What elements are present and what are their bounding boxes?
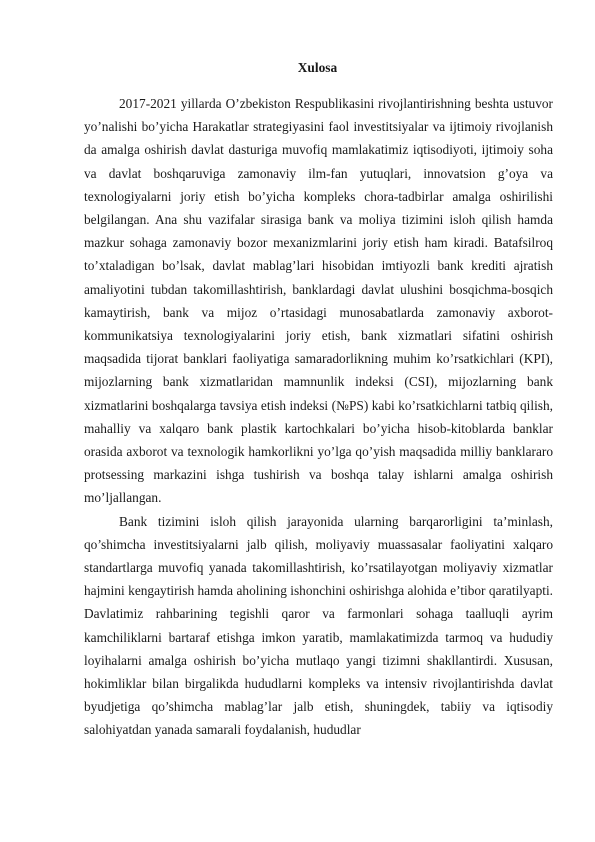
page-title: Xulosa: [297, 60, 338, 75]
paragraph-1: 2017-2021 yillarda O’zbekiston Respublikasini rivojlantirishning beshta ustuvor yo’nalishi bo’yicha Harakatlar strategiyasini faol investitsiyalar va ijtimoiy rivojlanish da amalga oshirish davlat dasturiga muvofiq mamlakatimiz iqtisodiyoti, ijtimoiy soha va davlat boshqaruviga zamonaviy ilm-fan yutuqlari, innovatsion g’oya va texnologiyalarni joriy etish bo’yicha kompleks chora-tadbirlar amalga oshirilishi belgilangan. Ana shu vazifalar sirasiga bank va moliya tizimini isloh qilish hamda mazkur sohaga zamonaviy bozor mexanizmlarini joriy etish ham kiradi. Batafsilroq to’xtaladigan bo’lsak, davlat mablag’lari hisobidan imtiyozli bank krediti ajratish amaliyotini tubdan takomillashtirish, banklardagi davlat ulushini bosqichma-bosqich kamaytirish, bank va mijoz o’rtasidagi munosabatlarda zamonaviy axborot-kommunikatsiya texnologiyalarini joriy etish, bank xizmatlari sifatini oshirish maqsadida tijorat banklari faoliyatiga samaradorlikning muhim ko’rsatkichlari (KPI), mijozlarning bank xizmatlaridan mamnunlik indeksi (CSI), mijozlarning bank xizmatlarini boshqalarga tavsiya etish indeksi (№PS) kabi ko’rsatkichlarni tatbiq qilish, mahalliy va xalqaro bank plastik kartochkalari bo’yicha hisob-kitoblarda banklar orasida axborot va texnologik hamkorlikni yo’lga qo’yish maqsadida milliy banklararo protsessing markazini ishga tushirish va boshqa talay ishlarni amalga oshirish mo’ljallangan.: [84, 96, 553, 506]
document-body: [84, 92, 553, 742]
paragraph-2: Bank tizimini isloh qilish jarayonida ularning barqarorligini ta’minlash, qo’shimcha investitsiyalarni jalb qilish, moliyaviy muassasalar faoliyatini xalqaro standartlarga muvofiq yanada takomillashtirish, ko’rsatilayotgan moliyaviy xizmatlar hajmini kengaytirish hamda aholining ishonchini oshirishga alohida e’tibor qaratilyapti. Davlatimiz rahbarining tegishli qaror va farmonlari sohaga taalluqli ayrim kamchiliklarni bartaraf etishga imkon yaratib, mamlakatimizda tarmoq va hududiy loyihalarni amalga oshirish bo’yicha mutlaqo yangi tizimni shakllantirdi. Xususan, hokimliklar bilan birgalikda hududlarni kompleks va intensiv rivojlantirishda davlat byudjetiga qo’shimcha mablag’lar jalb etish, shuningdek, tabiiy va iqtisodiy salohiyatdan yanada samarali foydalanish, hududlar: [84, 513, 553, 738]
